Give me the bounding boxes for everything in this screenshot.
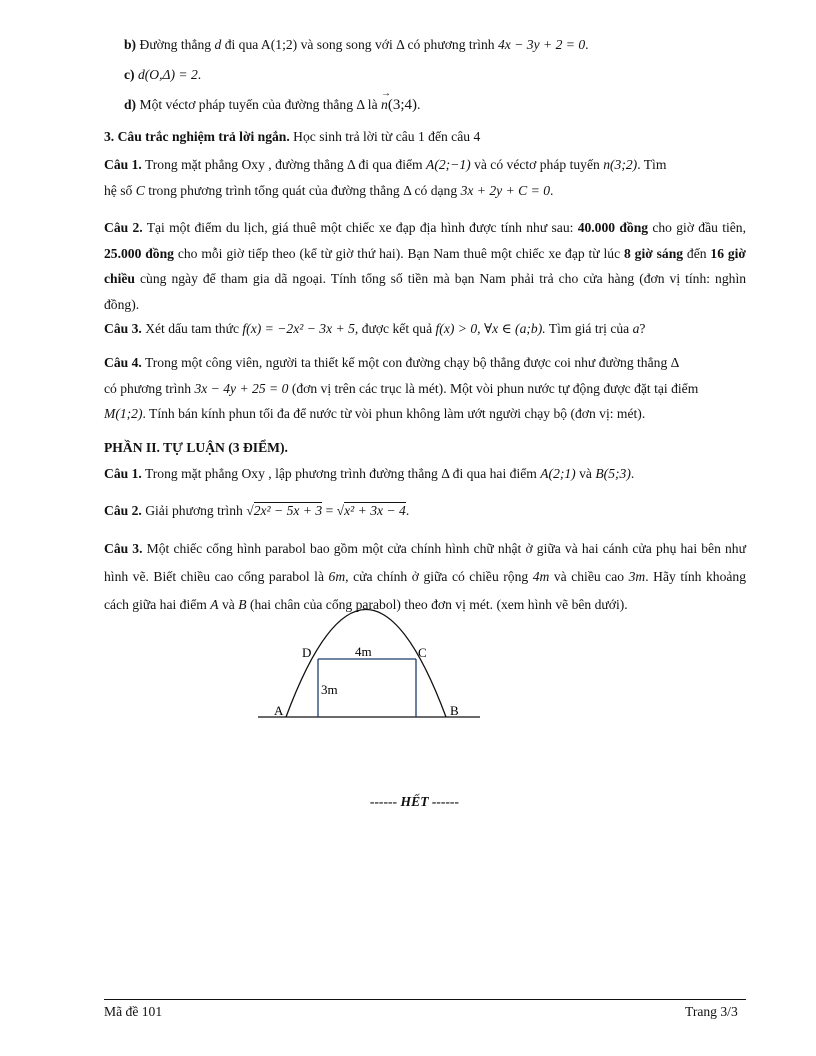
question-text: cho mỗi giờ tiếp theo (kể từ giờ thứ hai). Bạn Nam thuê một chiếc xe đạp từ lúc <box>177 245 621 261</box>
price: 40.000 đồng <box>577 220 649 235</box>
sqrt-right: √x² + 3x − 4 <box>336 503 406 518</box>
question-label: Câu 2. <box>104 503 142 518</box>
item-label: c) <box>124 67 135 82</box>
item-label: d) <box>124 97 137 112</box>
end-mark: ------ HẾT ------ <box>370 794 460 809</box>
question-text: Trong một công viên, người ta thiết kế một con đường chạy bộ thẳng được coi như đường thẳng Δ <box>144 355 680 370</box>
start-time: 8 <box>623 245 631 261</box>
vector-arrow: → <box>381 88 392 99</box>
math-var: d <box>214 37 222 52</box>
footer-rule <box>104 999 746 1000</box>
question-text: . Tìm <box>637 157 667 172</box>
punct: . <box>585 37 589 52</box>
equation: 4x − 3y + 2 = 0 <box>497 37 586 52</box>
vector: n(3;2) <box>603 157 638 172</box>
punct: . <box>405 503 410 518</box>
label-D: D <box>302 645 312 660</box>
vector-letter: n <box>381 97 388 112</box>
math-var: C <box>135 182 145 198</box>
point: A(2;1) <box>540 466 576 481</box>
price: 25.000 đồng <box>104 245 174 261</box>
question-label: Câu 3. <box>104 541 143 556</box>
question-text: Tìm giá trị của <box>548 321 630 336</box>
punct: ? <box>639 321 646 336</box>
question-text: Giải phương trình <box>145 503 243 518</box>
equation: 3x − 4y + 25 = 0 <box>194 380 289 396</box>
label-C: C <box>418 645 427 660</box>
part-2-title: PHẦN II. TỰ LUẬN (3 ĐIỂM). <box>104 440 288 455</box>
math-value: 6m <box>328 569 346 584</box>
point: M(1;2) <box>104 406 143 422</box>
math-value: 3m <box>628 569 646 584</box>
question-text: , cửa chính ở giữa có chiều rộng <box>345 569 529 584</box>
punct: . <box>630 466 635 481</box>
question-text: Trong mặt phẳng Oxy , lập phương trình đường thẳng Δ đi qua hai điểm <box>144 466 537 481</box>
item-label: b) <box>124 37 137 52</box>
question-label: Câu 3. <box>104 321 142 336</box>
question-text: đến <box>686 245 707 261</box>
equation: 3x + 2y + C = 0 <box>460 182 550 198</box>
question-text: (đơn vị trên các trục là mét). Một vòi phun nước tự động được đặt tại điểm <box>291 380 699 396</box>
equation: f(x) = −2x² − 3x + 5, <box>242 321 359 336</box>
start-time: giờ sáng <box>634 245 684 261</box>
question-text: có phương trình <box>104 380 192 396</box>
question-text: . Tính bán kính phun tối đa để nước từ vòi phun không làm ướt người chạy bộ (đơn vị: mét). <box>142 406 646 422</box>
question-text: và <box>579 466 592 481</box>
punct: . <box>645 569 649 584</box>
question-text: bên như hình vẽ. Biết chiều cao cổng parabol là <box>104 541 746 584</box>
question-text: (hai chân của cổng parabol) theo đơn vị mét. (xem hình vẽ <box>249 597 569 612</box>
question-text: bên dưới). <box>571 597 628 612</box>
label-B: B <box>450 703 459 718</box>
question-text: Một chiếc cổng hình parabol bao gồm một cửa chính hình chữ nhật ở giữa và hai cánh cửa phụ hai <box>146 541 698 556</box>
punct: . <box>550 182 554 198</box>
radicand: x² + 3x − 4 <box>344 503 406 518</box>
math-var: A <box>210 597 219 612</box>
equation: d(O,Δ) = 2 <box>137 67 198 82</box>
section-title: 3. Câu trắc nghiệm trả lời ngắn. <box>104 129 290 144</box>
question-label: Câu 4. <box>104 355 142 370</box>
height-label: 3m <box>321 682 338 697</box>
question-text: đầu tiên, <box>698 220 746 235</box>
item-text: Một véctơ pháp tuyến của đường thẳng Δ là <box>139 97 378 112</box>
question-text: Hãy tính khoảng cách giữa hai điểm <box>104 569 747 612</box>
point: B(5;3) <box>595 466 631 481</box>
question-label: Câu 2. <box>104 220 143 235</box>
sqrt-left: √2x² − 5x + 3 <box>246 503 323 518</box>
item-text: Đường thẳng <box>139 37 212 52</box>
question-label: Câu 1. <box>104 157 142 172</box>
question-text: cùng ngày để tham gia dã ngoại. Tính tổng số tiền mà bạn Nam phải trả cho cửa <box>140 271 603 287</box>
question-text: Trong mặt phẳng Oxy , đường thẳng Δ đi qua điểm <box>144 157 423 172</box>
question-label: Câu 1. <box>104 466 142 481</box>
question-text: cho giờ <box>652 220 695 235</box>
equals-sign: = <box>325 503 334 518</box>
question-text: Tại một điểm du lịch, giá thuê một chiếc xe đạp địa hình được tính như sau: <box>146 220 574 235</box>
parabola-curve <box>286 610 446 718</box>
question-text: và có véctơ pháp tuyến <box>474 157 600 172</box>
width-label: 4m <box>355 644 372 659</box>
math-value: 4m <box>532 569 550 584</box>
punct: . <box>417 97 421 112</box>
math-var: a <box>632 321 640 336</box>
equation: f(x) > 0, ∀x ∈ (a;b). <box>435 321 546 336</box>
end-time: 16 giờ chiều <box>104 245 746 287</box>
section-subtitle: Học sinh trả lời từ câu 1 đến câu 4 <box>293 129 481 144</box>
question-text: hệ số <box>104 182 133 198</box>
vector-value: (3;4) <box>387 97 417 113</box>
question-text: và chiều cao <box>553 569 625 584</box>
question-text: Xét dấu tam thức <box>145 321 239 336</box>
label-A: A <box>274 703 284 718</box>
question-text: trong phương trình tổng quát của đường thẳng Δ có dạng <box>148 182 458 198</box>
exam-code: Mã đề 101 <box>104 1004 163 1019</box>
question-text: và <box>221 597 235 612</box>
question-text: được kết quả <box>361 321 433 336</box>
question-text: hàng (đơn vị tính: nghìn đồng). <box>104 271 747 312</box>
punct: . <box>197 67 202 82</box>
item-text: đi qua A(1;2) và song song với Δ có phương trình <box>224 37 495 52</box>
math-var: B <box>238 597 247 612</box>
radicand: 2x² − 5x + 3 <box>253 503 323 518</box>
page-number: Trang 3/3 <box>685 1004 738 1019</box>
point: A(2;−1) <box>426 157 471 172</box>
